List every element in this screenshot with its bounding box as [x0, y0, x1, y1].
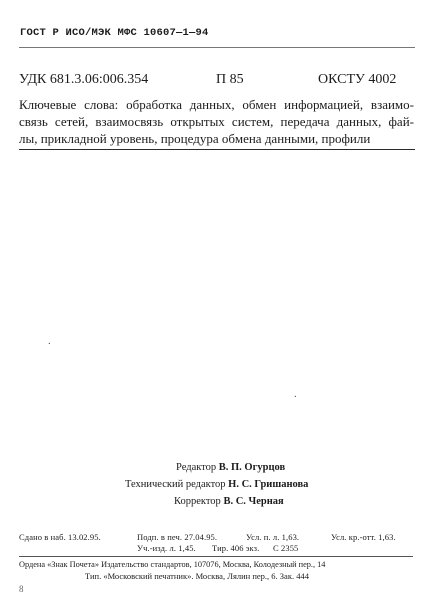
keywords-line: Ключевые слова: обработка данных, обмен информацией, взаимо- [19, 97, 414, 112]
keywords-divider [19, 149, 415, 150]
publication-divider [19, 556, 413, 557]
print-prints: Усл. кр.-отт. 1,63. [331, 532, 396, 542]
udk-code: УДК 681.3.06:006.354 [19, 72, 149, 87]
printer-line: Тип. «Московский печатник». Москва, Лялин пер., 6. Зак. 444 [85, 571, 309, 581]
tech-editor-name: Н. С. Гришанова [228, 479, 309, 490]
editor-role: Редактор [176, 462, 217, 473]
header-rule [19, 47, 415, 48]
okstu-code: ОКСТУ 4002 [318, 72, 397, 87]
editor-credit [176, 462, 285, 473]
keywords-paragraph [19, 96, 414, 147]
standard-code-header: ГОСТ Р ИСО/МЭК МФС 10607—1—94 [20, 27, 209, 39]
print-sheets: Усл. п. л. 1,63. [246, 532, 300, 542]
corrector-credit [174, 496, 284, 507]
corrector-name: В. С. Черная [223, 496, 284, 507]
keywords-line: связь сетей, взаимосвязь открытых систем, передача данных, фай- [19, 114, 414, 129]
order-code: С 2355 [273, 543, 299, 553]
tech-editor-credit [125, 479, 308, 490]
page-group-code: П 85 [216, 72, 244, 87]
page-mark: 8 [19, 584, 24, 594]
scan-mark: . [48, 335, 51, 347]
keywords-line: лы, прикладной уровень, процедура обмена данными, профили [19, 131, 371, 146]
submitted-date: Сдано в наб. 13.02.95. [19, 532, 101, 542]
scan-mark: . [294, 388, 297, 400]
signed-date: Подп. в печ. 27.04.95. [137, 532, 218, 542]
corrector-role: Корректор [174, 496, 221, 507]
print-run: Тир. 406 экз. [212, 543, 260, 553]
tech-editor-role: Технический редактор [125, 479, 226, 490]
editor-name: В. П. Огурцов [218, 462, 286, 473]
edition-sheets: Уч.-изд. л. 1,45. [137, 543, 196, 553]
publisher-line: Ордена «Знак Почета» Издательство стандартов, 107076, Москва, Колодезный пер., 14 [19, 560, 326, 569]
